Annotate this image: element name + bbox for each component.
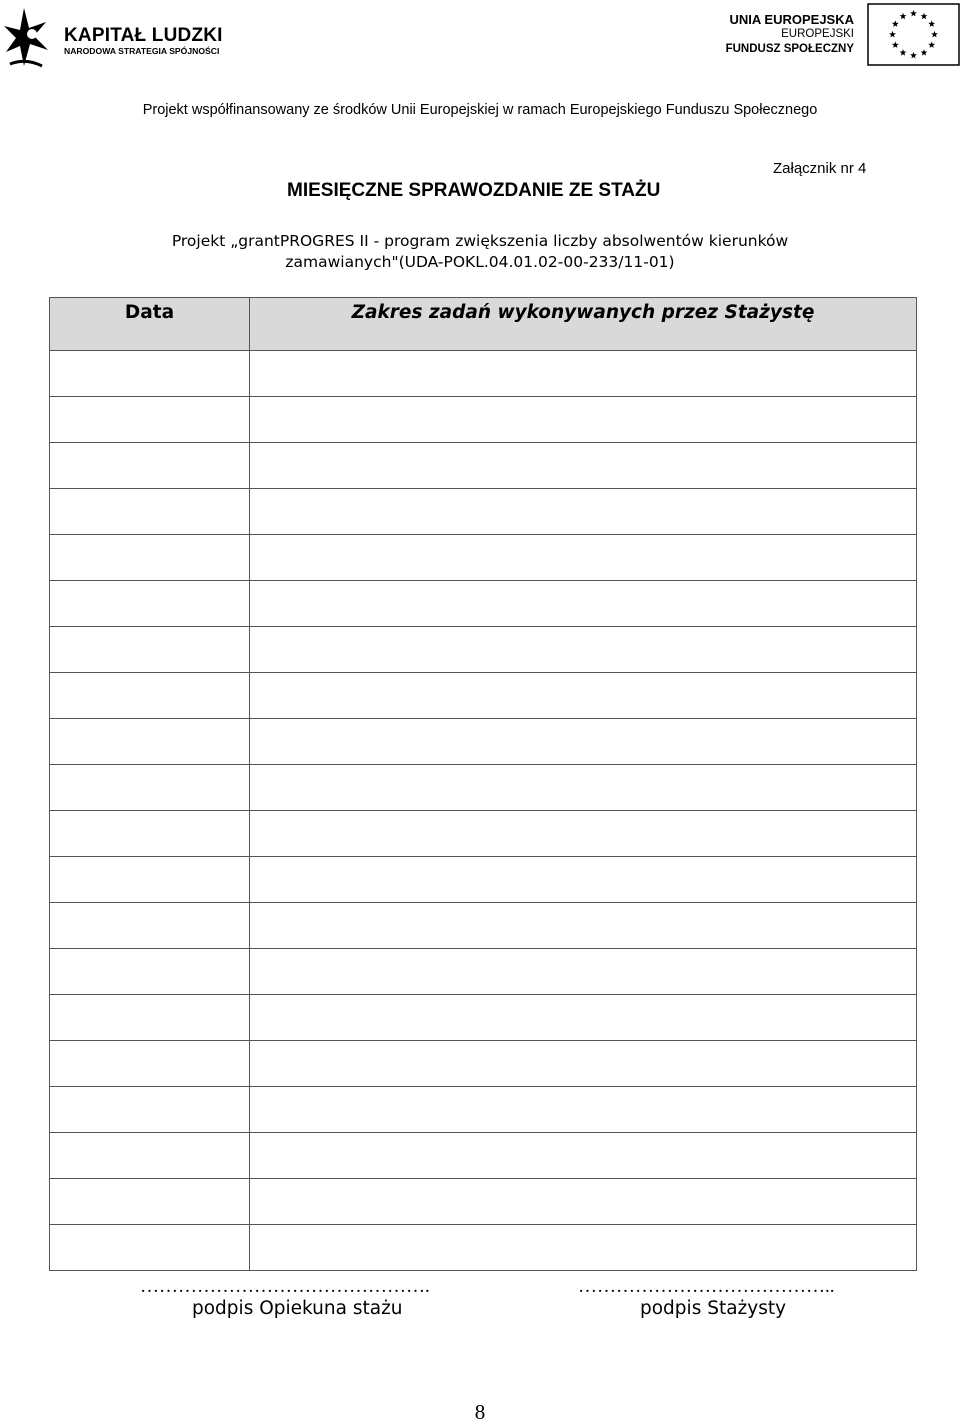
eu-flag-icon: [867, 3, 960, 66]
table-row: [50, 857, 917, 903]
date-cell[interactable]: [50, 811, 250, 857]
table-row: [50, 443, 917, 489]
table-row: [50, 903, 917, 949]
task-scope-cell[interactable]: [250, 1225, 917, 1271]
task-scope-cell[interactable]: [250, 673, 917, 719]
date-cell[interactable]: [50, 949, 250, 995]
table-row: [50, 811, 917, 857]
cofinancing-note: Projekt współfinansowany ze środków Unii Europejskiej w ramach Europejskiego Funduszu Społecznego: [142, 102, 818, 118]
date-cell[interactable]: [50, 995, 250, 1041]
task-scope-cell[interactable]: [250, 397, 917, 443]
date-cell[interactable]: [50, 1133, 250, 1179]
project-name-line-1: Projekt „grantPROGRES II - program zwiększenia liczby absolwentów kierunków: [171, 232, 789, 250]
eu-logo-line-3: FUNDUSZ SPOŁECZNY: [725, 43, 854, 55]
date-cell[interactable]: [50, 1041, 250, 1087]
task-scope-cell[interactable]: [250, 995, 917, 1041]
task-scope-cell[interactable]: [250, 857, 917, 903]
attachment-number: Załącznik nr 4: [773, 160, 867, 177]
table-row: [50, 489, 917, 535]
task-scope-cell[interactable]: [250, 811, 917, 857]
table-row: [50, 581, 917, 627]
date-cell[interactable]: [50, 903, 250, 949]
table-row: [50, 1179, 917, 1225]
task-scope-cell[interactable]: [250, 1041, 917, 1087]
kapital-ludzki-subtitle: NARODOWA STRATEGIA SPÓJNOŚCI: [64, 46, 220, 56]
table-row: [50, 535, 917, 581]
signature-label-intern: podpis Stażysty: [640, 1298, 787, 1319]
table-row: [50, 351, 917, 397]
date-cell[interactable]: [50, 489, 250, 535]
page-number: 8: [474, 1400, 486, 1424]
task-scope-cell[interactable]: [250, 443, 917, 489]
project-name-line-2: zamawianych"(UDA-POKL.04.01.02-00-233/11-01): [285, 253, 675, 271]
eu-logo-line-2: EUROPEJSKI: [781, 28, 854, 40]
eu-logo-line-1: UNIA EUROPEJSKA: [729, 12, 854, 27]
date-cell[interactable]: [50, 397, 250, 443]
task-scope-cell[interactable]: [250, 1179, 917, 1225]
task-scope-cell[interactable]: [250, 1133, 917, 1179]
kapital-ludzki-title: KAPITAŁ LUDZKI: [64, 25, 223, 46]
table-row: [50, 1041, 917, 1087]
document-title: MIESIĘCZNE SPRAWOZDANIE ZE STAŻU: [287, 180, 661, 201]
task-scope-cell[interactable]: [250, 903, 917, 949]
date-cell[interactable]: [50, 1225, 250, 1271]
date-cell[interactable]: [50, 581, 250, 627]
task-table: [49, 297, 917, 1271]
date-cell[interactable]: [50, 857, 250, 903]
date-cell[interactable]: [50, 443, 250, 489]
table-row: [50, 1133, 917, 1179]
task-scope-cell[interactable]: [250, 949, 917, 995]
task-scope-cell[interactable]: [250, 351, 917, 397]
date-cell[interactable]: [50, 535, 250, 581]
task-scope-cell[interactable]: [250, 581, 917, 627]
column-header-task-scope: Zakres zadań wykonywanych przez Stażystę: [250, 298, 917, 351]
date-cell[interactable]: [50, 351, 250, 397]
table-row: [50, 1225, 917, 1271]
table-row: [50, 949, 917, 995]
table-row: [50, 1087, 917, 1133]
table-row: [50, 995, 917, 1041]
date-cell[interactable]: [50, 627, 250, 673]
table-row: [50, 627, 917, 673]
date-cell[interactable]: [50, 1179, 250, 1225]
signature-line-supervisor: ……………………………………….: [140, 1276, 430, 1297]
date-cell[interactable]: [50, 719, 250, 765]
task-scope-cell[interactable]: [250, 489, 917, 535]
signature-label-supervisor: podpis Opiekuna stażu: [192, 1298, 403, 1319]
task-scope-cell[interactable]: [250, 535, 917, 581]
task-scope-cell[interactable]: [250, 1087, 917, 1133]
column-header-date: Data: [50, 298, 250, 351]
task-scope-cell[interactable]: [250, 765, 917, 811]
date-cell[interactable]: [50, 1087, 250, 1133]
task-scope-cell[interactable]: [250, 719, 917, 765]
table-row: [50, 719, 917, 765]
date-cell[interactable]: [50, 765, 250, 811]
date-cell[interactable]: [50, 673, 250, 719]
table-row: [50, 673, 917, 719]
signature-line-intern: …………………………………..: [578, 1276, 835, 1297]
table-header-row: [50, 298, 917, 351]
table-row: [50, 765, 917, 811]
task-scope-cell[interactable]: [250, 627, 917, 673]
table-row: [50, 397, 917, 443]
